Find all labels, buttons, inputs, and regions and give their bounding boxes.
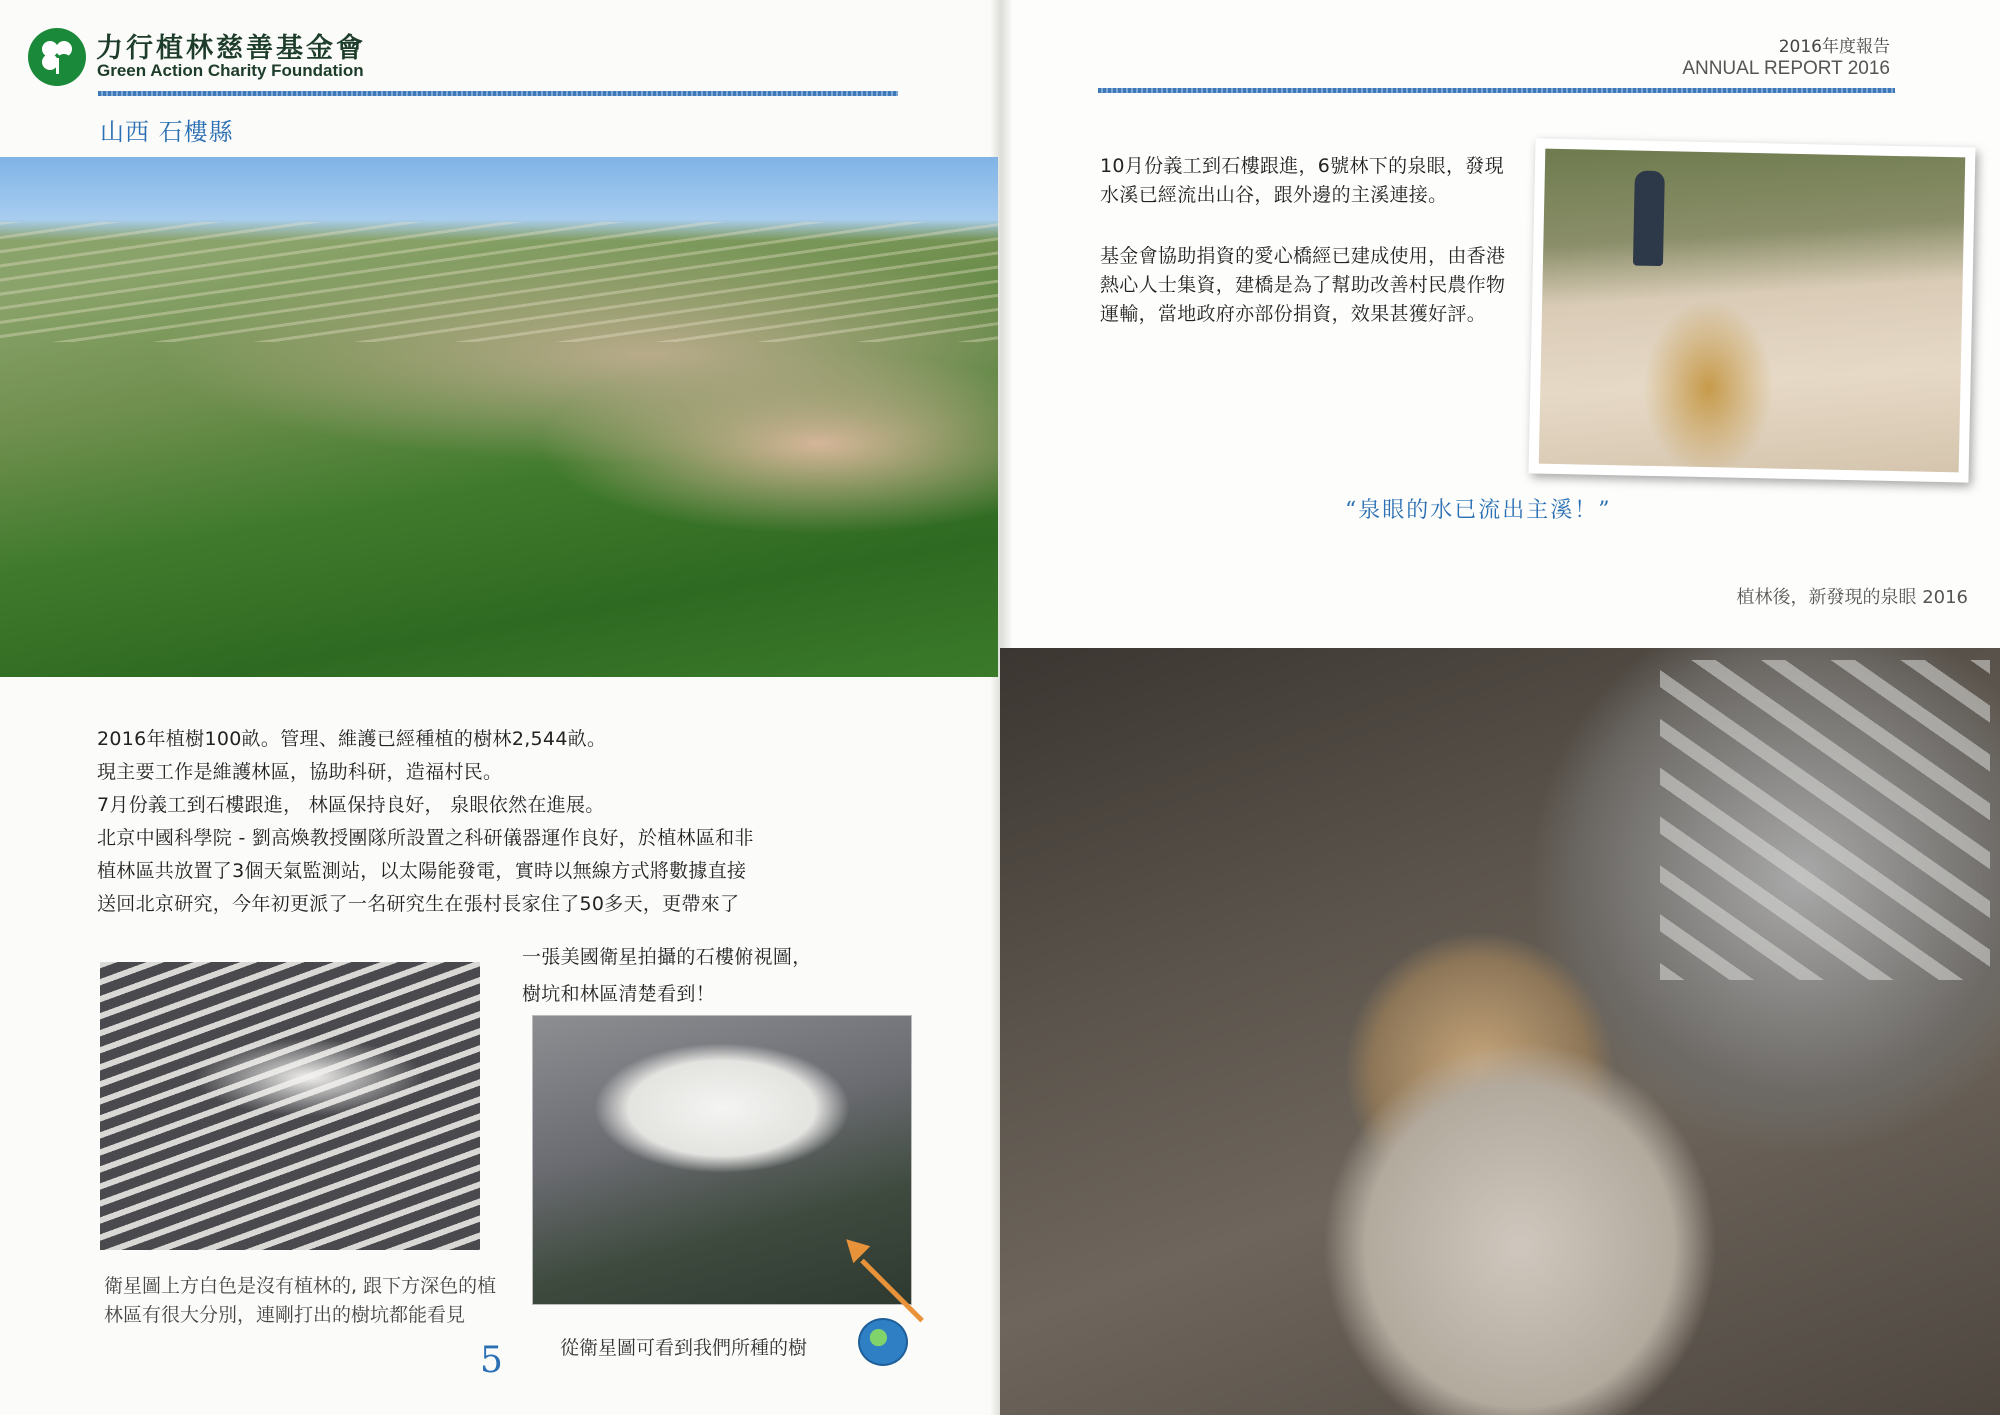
header-rule-right (1098, 88, 1895, 93)
caption-satellite-1: 衛星圖上方白色是沒有植林的, 跟下方深色的植林區有很大分別，連剛打出的樹坑都能看見 (104, 1275, 497, 1326)
page-number: 5 (480, 1340, 503, 1381)
terrace-texture (0, 222, 998, 342)
header-rule-left (98, 91, 898, 96)
stream-photo-image (1539, 149, 1966, 473)
paragraph-2: 基金會協助捐資的愛心橋經已建成使用，由香港熱心人士集資，建橋是為了幫助改善村民農作物運輸，當地政府亦部份捐資，效果甚獲好評。 (1100, 245, 1506, 325)
report-title-en: ANNUAL REPORT 2016 (1682, 58, 1890, 79)
body-line: 現主要工作是維護林區，協助科研，造福村民。 (97, 761, 503, 783)
body-line: 北京中國科學院 - 劉高煥教授團隊所設置之科研儀器運作良好，於植林區和非 (97, 827, 754, 849)
quote: “泉眼的水已流出主溪！” (1345, 498, 1612, 523)
right-body-text (1100, 152, 1520, 329)
body-line: 一張美國衛星拍攝的石樓俯視圖， (522, 946, 812, 968)
body-line: 送回北京研究，今年初更派了一名研究生在張村長家住了50多天，更帶來了 (97, 893, 740, 915)
person-figure (1633, 171, 1665, 267)
paragraph-1: 10月份義工到石樓跟進，6號林下的泉眼，發現水溪已經流出山谷，跟外邊的主溪連接。 (1100, 155, 1504, 206)
clover-logo-icon (28, 28, 86, 86)
rock-shards-texture (1660, 660, 1990, 980)
stream-photo (1529, 138, 1976, 482)
body-text-continued (522, 943, 812, 1017)
globe-icon (858, 1318, 908, 1366)
report-title-cn: 2016年度報告 (1778, 37, 1890, 57)
section-title: 山西 石樓縣 (100, 118, 234, 146)
body-line: 2016年植樹100畝。管理、維護已經種植的樹林2,544畝。 (97, 728, 607, 750)
body-line: 7月份義工到石樓跟進， 林區保持良好， 泉眼依然在進展。 (97, 794, 605, 816)
satellite-photo-1 (100, 962, 480, 1250)
body-text (97, 725, 937, 923)
caption-satellite-2: 從衛星圖可看到我們所種的樹 (560, 1337, 808, 1359)
org-name-cn: 力行植林慈善基金會 (96, 33, 366, 64)
org-name-en: Green Action Charity Foundation (97, 61, 364, 80)
body-line: 植林區共放置了3個天氣監測站，以太陽能發電，實時以無線方式將數據直接 (97, 860, 747, 882)
body-line: 樹坑和林區清楚看到！ (522, 983, 716, 1005)
spring-photo-caption: 植林後，新發現的泉眼 2016 (1736, 587, 1968, 608)
